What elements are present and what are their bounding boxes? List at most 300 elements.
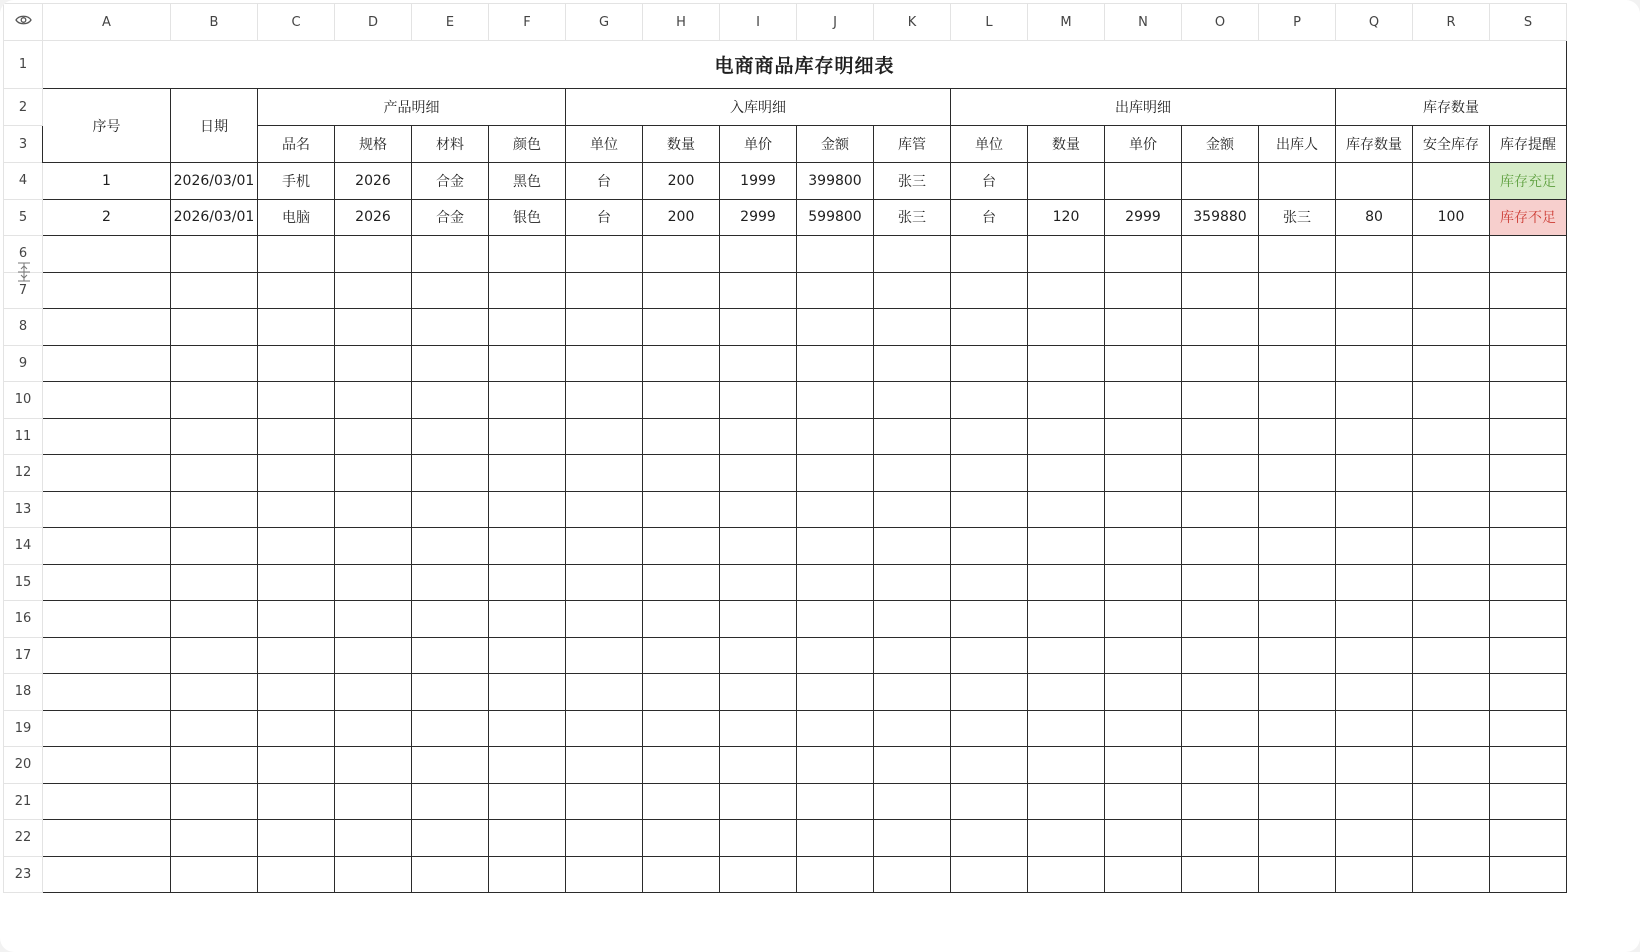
empty-cell[interactable]: [951, 820, 1028, 857]
empty-cell[interactable]: [412, 783, 489, 820]
empty-cell[interactable]: [1105, 236, 1182, 273]
empty-cell[interactable]: [412, 418, 489, 455]
empty-cell[interactable]: [1182, 272, 1259, 309]
column-header-r[interactable]: R: [1413, 4, 1490, 41]
empty-cell[interactable]: [1259, 747, 1336, 784]
empty-cell[interactable]: [1490, 345, 1567, 382]
empty-cell[interactable]: [1490, 637, 1567, 674]
empty-cell[interactable]: [1182, 528, 1259, 565]
empty-cell[interactable]: [797, 491, 874, 528]
empty-cell[interactable]: [643, 783, 720, 820]
table-cell[interactable]: 359880: [1182, 199, 1259, 236]
empty-cell[interactable]: [1182, 236, 1259, 273]
empty-cell[interactable]: [171, 674, 258, 711]
empty-cell[interactable]: [874, 418, 951, 455]
empty-cell[interactable]: [1490, 747, 1567, 784]
empty-cell[interactable]: [258, 856, 335, 893]
empty-cell[interactable]: [797, 418, 874, 455]
empty-cell[interactable]: [1259, 783, 1336, 820]
subheader-cell[interactable]: 单位: [566, 126, 643, 163]
empty-cell[interactable]: [566, 418, 643, 455]
empty-cell[interactable]: [874, 455, 951, 492]
empty-cell[interactable]: [720, 309, 797, 346]
empty-cell[interactable]: [566, 564, 643, 601]
empty-cell[interactable]: [412, 345, 489, 382]
empty-cell[interactable]: [1105, 528, 1182, 565]
empty-cell[interactable]: [1336, 382, 1413, 419]
empty-cell[interactable]: [258, 637, 335, 674]
table-cell[interactable]: [1105, 163, 1182, 200]
empty-cell[interactable]: [258, 418, 335, 455]
empty-cell[interactable]: [489, 601, 566, 638]
empty-cell[interactable]: [874, 564, 951, 601]
empty-cell[interactable]: [258, 345, 335, 382]
empty-cell[interactable]: [1182, 345, 1259, 382]
table-cell[interactable]: 黑色: [489, 163, 566, 200]
empty-cell[interactable]: [1028, 491, 1105, 528]
empty-cell[interactable]: [1336, 710, 1413, 747]
empty-cell[interactable]: [797, 564, 874, 601]
empty-cell[interactable]: [171, 345, 258, 382]
empty-cell[interactable]: [1490, 272, 1567, 309]
empty-cell[interactable]: [1182, 856, 1259, 893]
empty-cell[interactable]: [566, 601, 643, 638]
empty-cell[interactable]: [797, 309, 874, 346]
empty-cell[interactable]: [566, 674, 643, 711]
empty-cell[interactable]: [1259, 856, 1336, 893]
empty-cell[interactable]: [1028, 747, 1105, 784]
empty-cell[interactable]: [874, 382, 951, 419]
empty-cell[interactable]: [643, 820, 720, 857]
empty-cell[interactable]: [566, 637, 643, 674]
empty-cell[interactable]: [797, 345, 874, 382]
empty-cell[interactable]: [797, 856, 874, 893]
empty-cell[interactable]: [43, 528, 171, 565]
empty-cell[interactable]: [1259, 528, 1336, 565]
table-cell[interactable]: [1259, 163, 1336, 200]
empty-cell[interactable]: [1259, 236, 1336, 273]
column-header-s[interactable]: S: [1490, 4, 1567, 41]
empty-cell[interactable]: [720, 528, 797, 565]
empty-cell[interactable]: [489, 528, 566, 565]
empty-cell[interactable]: [1259, 674, 1336, 711]
subheader-cell[interactable]: 数量: [643, 126, 720, 163]
empty-cell[interactable]: [43, 418, 171, 455]
empty-cell[interactable]: [171, 710, 258, 747]
empty-cell[interactable]: [171, 491, 258, 528]
empty-cell[interactable]: [43, 601, 171, 638]
empty-cell[interactable]: [1490, 820, 1567, 857]
empty-cell[interactable]: [566, 491, 643, 528]
column-header-o[interactable]: O: [1182, 4, 1259, 41]
empty-cell[interactable]: [643, 272, 720, 309]
row-number[interactable]: 2: [4, 89, 43, 126]
empty-cell[interactable]: [1413, 783, 1490, 820]
empty-cell[interactable]: [1028, 309, 1105, 346]
row-number[interactable]: 22: [4, 820, 43, 857]
empty-cell[interactable]: [797, 637, 874, 674]
empty-cell[interactable]: [1413, 710, 1490, 747]
column-header-j[interactable]: J: [797, 4, 874, 41]
empty-cell[interactable]: [1259, 418, 1336, 455]
subheader-cell[interactable]: 库存提醒: [1490, 126, 1567, 163]
empty-cell[interactable]: [1259, 491, 1336, 528]
empty-cell[interactable]: [1105, 418, 1182, 455]
subheader-cell[interactable]: 库管: [874, 126, 951, 163]
empty-cell[interactable]: [335, 820, 412, 857]
empty-cell[interactable]: [951, 236, 1028, 273]
empty-cell[interactable]: [951, 747, 1028, 784]
empty-cell[interactable]: [1105, 856, 1182, 893]
empty-cell[interactable]: [412, 491, 489, 528]
empty-cell[interactable]: [1413, 856, 1490, 893]
empty-cell[interactable]: [1490, 783, 1567, 820]
subheader-cell[interactable]: 单价: [1105, 126, 1182, 163]
empty-cell[interactable]: [1413, 747, 1490, 784]
empty-cell[interactable]: [1490, 455, 1567, 492]
empty-cell[interactable]: [720, 637, 797, 674]
empty-cell[interactable]: [643, 236, 720, 273]
empty-cell[interactable]: [1336, 637, 1413, 674]
empty-cell[interactable]: [1182, 491, 1259, 528]
subheader-cell[interactable]: 数量: [1028, 126, 1105, 163]
empty-cell[interactable]: [797, 783, 874, 820]
empty-cell[interactable]: [720, 345, 797, 382]
row-number[interactable]: 9: [4, 345, 43, 382]
empty-cell[interactable]: [874, 856, 951, 893]
empty-cell[interactable]: [1490, 309, 1567, 346]
empty-cell[interactable]: [1490, 856, 1567, 893]
empty-cell[interactable]: [412, 528, 489, 565]
empty-cell[interactable]: [1028, 455, 1105, 492]
column-header-p[interactable]: P: [1259, 4, 1336, 41]
empty-cell[interactable]: [1490, 710, 1567, 747]
empty-cell[interactable]: [566, 820, 643, 857]
empty-cell[interactable]: [1336, 783, 1413, 820]
table-cell[interactable]: 张三: [874, 199, 951, 236]
select-all-corner[interactable]: [4, 4, 43, 41]
subheader-cell[interactable]: 出库人: [1259, 126, 1336, 163]
empty-cell[interactable]: [1413, 345, 1490, 382]
empty-cell[interactable]: [720, 674, 797, 711]
empty-cell[interactable]: [489, 455, 566, 492]
empty-cell[interactable]: [874, 710, 951, 747]
table-cell[interactable]: 张三: [1259, 199, 1336, 236]
empty-cell[interactable]: [1105, 564, 1182, 601]
empty-cell[interactable]: [1490, 418, 1567, 455]
empty-cell[interactable]: [1182, 783, 1259, 820]
header-seq[interactable]: 序号: [43, 89, 171, 163]
row-number[interactable]: 16: [4, 601, 43, 638]
empty-cell[interactable]: [1336, 674, 1413, 711]
column-header-h[interactable]: H: [643, 4, 720, 41]
row-number[interactable]: 12: [4, 455, 43, 492]
empty-cell[interactable]: [412, 309, 489, 346]
empty-cell[interactable]: [874, 236, 951, 273]
empty-cell[interactable]: [1182, 455, 1259, 492]
empty-cell[interactable]: [1336, 236, 1413, 273]
table-cell[interactable]: 2: [43, 199, 171, 236]
subheader-cell[interactable]: 金额: [1182, 126, 1259, 163]
empty-cell[interactable]: [1105, 747, 1182, 784]
empty-cell[interactable]: [643, 856, 720, 893]
empty-cell[interactable]: [1413, 674, 1490, 711]
empty-cell[interactable]: [643, 747, 720, 784]
empty-cell[interactable]: [797, 382, 874, 419]
table-cell[interactable]: 台: [951, 163, 1028, 200]
empty-cell[interactable]: [335, 528, 412, 565]
column-header-b[interactable]: B: [171, 4, 258, 41]
empty-cell[interactable]: [1336, 309, 1413, 346]
empty-cell[interactable]: [489, 710, 566, 747]
empty-cell[interactable]: [720, 272, 797, 309]
empty-cell[interactable]: [1336, 747, 1413, 784]
empty-cell[interactable]: [951, 491, 1028, 528]
empty-cell[interactable]: [874, 820, 951, 857]
empty-cell[interactable]: [258, 455, 335, 492]
empty-cell[interactable]: [643, 710, 720, 747]
empty-cell[interactable]: [1413, 601, 1490, 638]
empty-cell[interactable]: [489, 345, 566, 382]
empty-cell[interactable]: [335, 674, 412, 711]
column-header-f[interactable]: F: [489, 4, 566, 41]
empty-cell[interactable]: [1336, 601, 1413, 638]
empty-cell[interactable]: [489, 309, 566, 346]
table-cell[interactable]: 1: [43, 163, 171, 200]
table-cell[interactable]: 399800: [797, 163, 874, 200]
empty-cell[interactable]: [720, 783, 797, 820]
empty-cell[interactable]: [566, 382, 643, 419]
empty-cell[interactable]: [1336, 272, 1413, 309]
column-header-d[interactable]: D: [335, 4, 412, 41]
empty-cell[interactable]: [951, 856, 1028, 893]
header-inbound-group[interactable]: 入库明细: [566, 89, 951, 126]
column-header-m[interactable]: M: [1028, 4, 1105, 41]
empty-cell[interactable]: [874, 601, 951, 638]
empty-cell[interactable]: [1413, 491, 1490, 528]
empty-cell[interactable]: [412, 747, 489, 784]
header-stock-group[interactable]: 库存数量: [1336, 89, 1567, 126]
empty-cell[interactable]: [1413, 418, 1490, 455]
empty-cell[interactable]: [1028, 236, 1105, 273]
empty-cell[interactable]: [1490, 564, 1567, 601]
empty-cell[interactable]: [1259, 820, 1336, 857]
empty-cell[interactable]: [1028, 637, 1105, 674]
empty-cell[interactable]: [1490, 674, 1567, 711]
empty-cell[interactable]: [1105, 491, 1182, 528]
table-cell[interactable]: 台: [566, 199, 643, 236]
empty-cell[interactable]: [1105, 455, 1182, 492]
empty-cell[interactable]: [951, 345, 1028, 382]
empty-cell[interactable]: [1105, 382, 1182, 419]
empty-cell[interactable]: [1028, 856, 1105, 893]
empty-cell[interactable]: [43, 455, 171, 492]
empty-cell[interactable]: [171, 236, 258, 273]
empty-cell[interactable]: [951, 382, 1028, 419]
empty-cell[interactable]: [412, 601, 489, 638]
empty-cell[interactable]: [258, 601, 335, 638]
empty-cell[interactable]: [566, 272, 643, 309]
empty-cell[interactable]: [643, 491, 720, 528]
empty-cell[interactable]: [1413, 455, 1490, 492]
column-header-q[interactable]: Q: [1336, 4, 1413, 41]
row-number[interactable]: 3: [4, 126, 43, 163]
empty-cell[interactable]: [566, 710, 643, 747]
empty-cell[interactable]: [171, 418, 258, 455]
empty-cell[interactable]: [1259, 564, 1336, 601]
empty-cell[interactable]: [1413, 309, 1490, 346]
empty-cell[interactable]: [643, 345, 720, 382]
empty-cell[interactable]: [1105, 710, 1182, 747]
empty-cell[interactable]: [1413, 236, 1490, 273]
empty-cell[interactable]: [951, 601, 1028, 638]
empty-cell[interactable]: [258, 382, 335, 419]
empty-cell[interactable]: [1336, 418, 1413, 455]
row-number[interactable]: 1: [4, 41, 43, 89]
empty-cell[interactable]: [43, 674, 171, 711]
subheader-cell[interactable]: 安全库存: [1413, 126, 1490, 163]
table-cell[interactable]: 599800: [797, 199, 874, 236]
empty-cell[interactable]: [335, 491, 412, 528]
table-cell[interactable]: 合金: [412, 163, 489, 200]
subheader-cell[interactable]: 材料: [412, 126, 489, 163]
empty-cell[interactable]: [335, 601, 412, 638]
empty-cell[interactable]: [412, 674, 489, 711]
empty-cell[interactable]: [412, 382, 489, 419]
empty-cell[interactable]: [1105, 601, 1182, 638]
empty-cell[interactable]: [1259, 455, 1336, 492]
empty-cell[interactable]: [258, 710, 335, 747]
empty-cell[interactable]: [258, 820, 335, 857]
empty-cell[interactable]: [1105, 345, 1182, 382]
row-number[interactable]: 10: [4, 382, 43, 419]
empty-cell[interactable]: [1259, 710, 1336, 747]
table-cell[interactable]: [1413, 163, 1490, 200]
empty-cell[interactable]: [1182, 747, 1259, 784]
empty-cell[interactable]: [951, 710, 1028, 747]
table-cell[interactable]: 120: [1028, 199, 1105, 236]
empty-cell[interactable]: [1182, 564, 1259, 601]
empty-cell[interactable]: [643, 528, 720, 565]
row-number[interactable]: 18: [4, 674, 43, 711]
empty-cell[interactable]: [951, 674, 1028, 711]
empty-cell[interactable]: [797, 674, 874, 711]
column-header-i[interactable]: I: [720, 4, 797, 41]
empty-cell[interactable]: [171, 272, 258, 309]
empty-cell[interactable]: [258, 783, 335, 820]
empty-cell[interactable]: [566, 236, 643, 273]
stock-alert-cell[interactable]: 库存不足: [1490, 199, 1567, 236]
subheader-cell[interactable]: 品名: [258, 126, 335, 163]
empty-cell[interactable]: [412, 637, 489, 674]
empty-cell[interactable]: [643, 674, 720, 711]
row-number[interactable]: 23: [4, 856, 43, 893]
empty-cell[interactable]: [1028, 382, 1105, 419]
table-cell[interactable]: 银色: [489, 199, 566, 236]
empty-cell[interactable]: [43, 309, 171, 346]
empty-cell[interactable]: [1028, 345, 1105, 382]
empty-cell[interactable]: [643, 418, 720, 455]
subheader-cell[interactable]: 规格: [335, 126, 412, 163]
empty-cell[interactable]: [43, 236, 171, 273]
empty-cell[interactable]: [489, 418, 566, 455]
empty-cell[interactable]: [412, 272, 489, 309]
empty-cell[interactable]: [566, 856, 643, 893]
empty-cell[interactable]: [1413, 637, 1490, 674]
empty-cell[interactable]: [1413, 272, 1490, 309]
empty-cell[interactable]: [335, 747, 412, 784]
empty-cell[interactable]: [1413, 528, 1490, 565]
empty-cell[interactable]: [720, 382, 797, 419]
table-cell[interactable]: [1182, 163, 1259, 200]
empty-cell[interactable]: [171, 309, 258, 346]
empty-cell[interactable]: [720, 236, 797, 273]
column-header-e[interactable]: E: [412, 4, 489, 41]
table-cell[interactable]: 台: [951, 199, 1028, 236]
table-cell[interactable]: 2999: [720, 199, 797, 236]
empty-cell[interactable]: [643, 382, 720, 419]
empty-cell[interactable]: [797, 820, 874, 857]
empty-cell[interactable]: [874, 637, 951, 674]
row-number[interactable]: 5: [4, 199, 43, 236]
empty-cell[interactable]: [258, 747, 335, 784]
empty-cell[interactable]: [489, 564, 566, 601]
empty-cell[interactable]: [1028, 418, 1105, 455]
empty-cell[interactable]: [412, 710, 489, 747]
empty-cell[interactable]: [171, 528, 258, 565]
empty-cell[interactable]: [335, 272, 412, 309]
empty-cell[interactable]: [171, 382, 258, 419]
empty-cell[interactable]: [171, 564, 258, 601]
column-header-l[interactable]: L: [951, 4, 1028, 41]
empty-cell[interactable]: [412, 564, 489, 601]
empty-cell[interactable]: [797, 455, 874, 492]
empty-cell[interactable]: [874, 309, 951, 346]
table-cell[interactable]: 200: [643, 163, 720, 200]
empty-cell[interactable]: [1105, 272, 1182, 309]
table-cell[interactable]: [1028, 163, 1105, 200]
empty-cell[interactable]: [412, 820, 489, 857]
empty-cell[interactable]: [43, 637, 171, 674]
empty-cell[interactable]: [489, 236, 566, 273]
table-cell[interactable]: [1336, 163, 1413, 200]
empty-cell[interactable]: [1028, 674, 1105, 711]
empty-cell[interactable]: [489, 674, 566, 711]
sheet-title[interactable]: 电商商品库存明细表: [43, 41, 1567, 89]
empty-cell[interactable]: [1336, 820, 1413, 857]
column-header-a[interactable]: A: [43, 4, 171, 41]
table-cell[interactable]: 200: [643, 199, 720, 236]
empty-cell[interactable]: [258, 674, 335, 711]
empty-cell[interactable]: [1105, 637, 1182, 674]
column-header-k[interactable]: K: [874, 4, 951, 41]
table-cell[interactable]: 手机: [258, 163, 335, 200]
table-cell[interactable]: 1999: [720, 163, 797, 200]
empty-cell[interactable]: [412, 236, 489, 273]
empty-cell[interactable]: [1182, 637, 1259, 674]
empty-cell[interactable]: [489, 820, 566, 857]
column-header-c[interactable]: C: [258, 4, 335, 41]
empty-cell[interactable]: [1490, 528, 1567, 565]
header-outbound-group[interactable]: 出库明细: [951, 89, 1336, 126]
empty-cell[interactable]: [489, 747, 566, 784]
empty-cell[interactable]: [797, 710, 874, 747]
empty-cell[interactable]: [1028, 272, 1105, 309]
empty-cell[interactable]: [720, 601, 797, 638]
empty-cell[interactable]: [720, 710, 797, 747]
empty-cell[interactable]: [335, 418, 412, 455]
empty-cell[interactable]: [43, 382, 171, 419]
